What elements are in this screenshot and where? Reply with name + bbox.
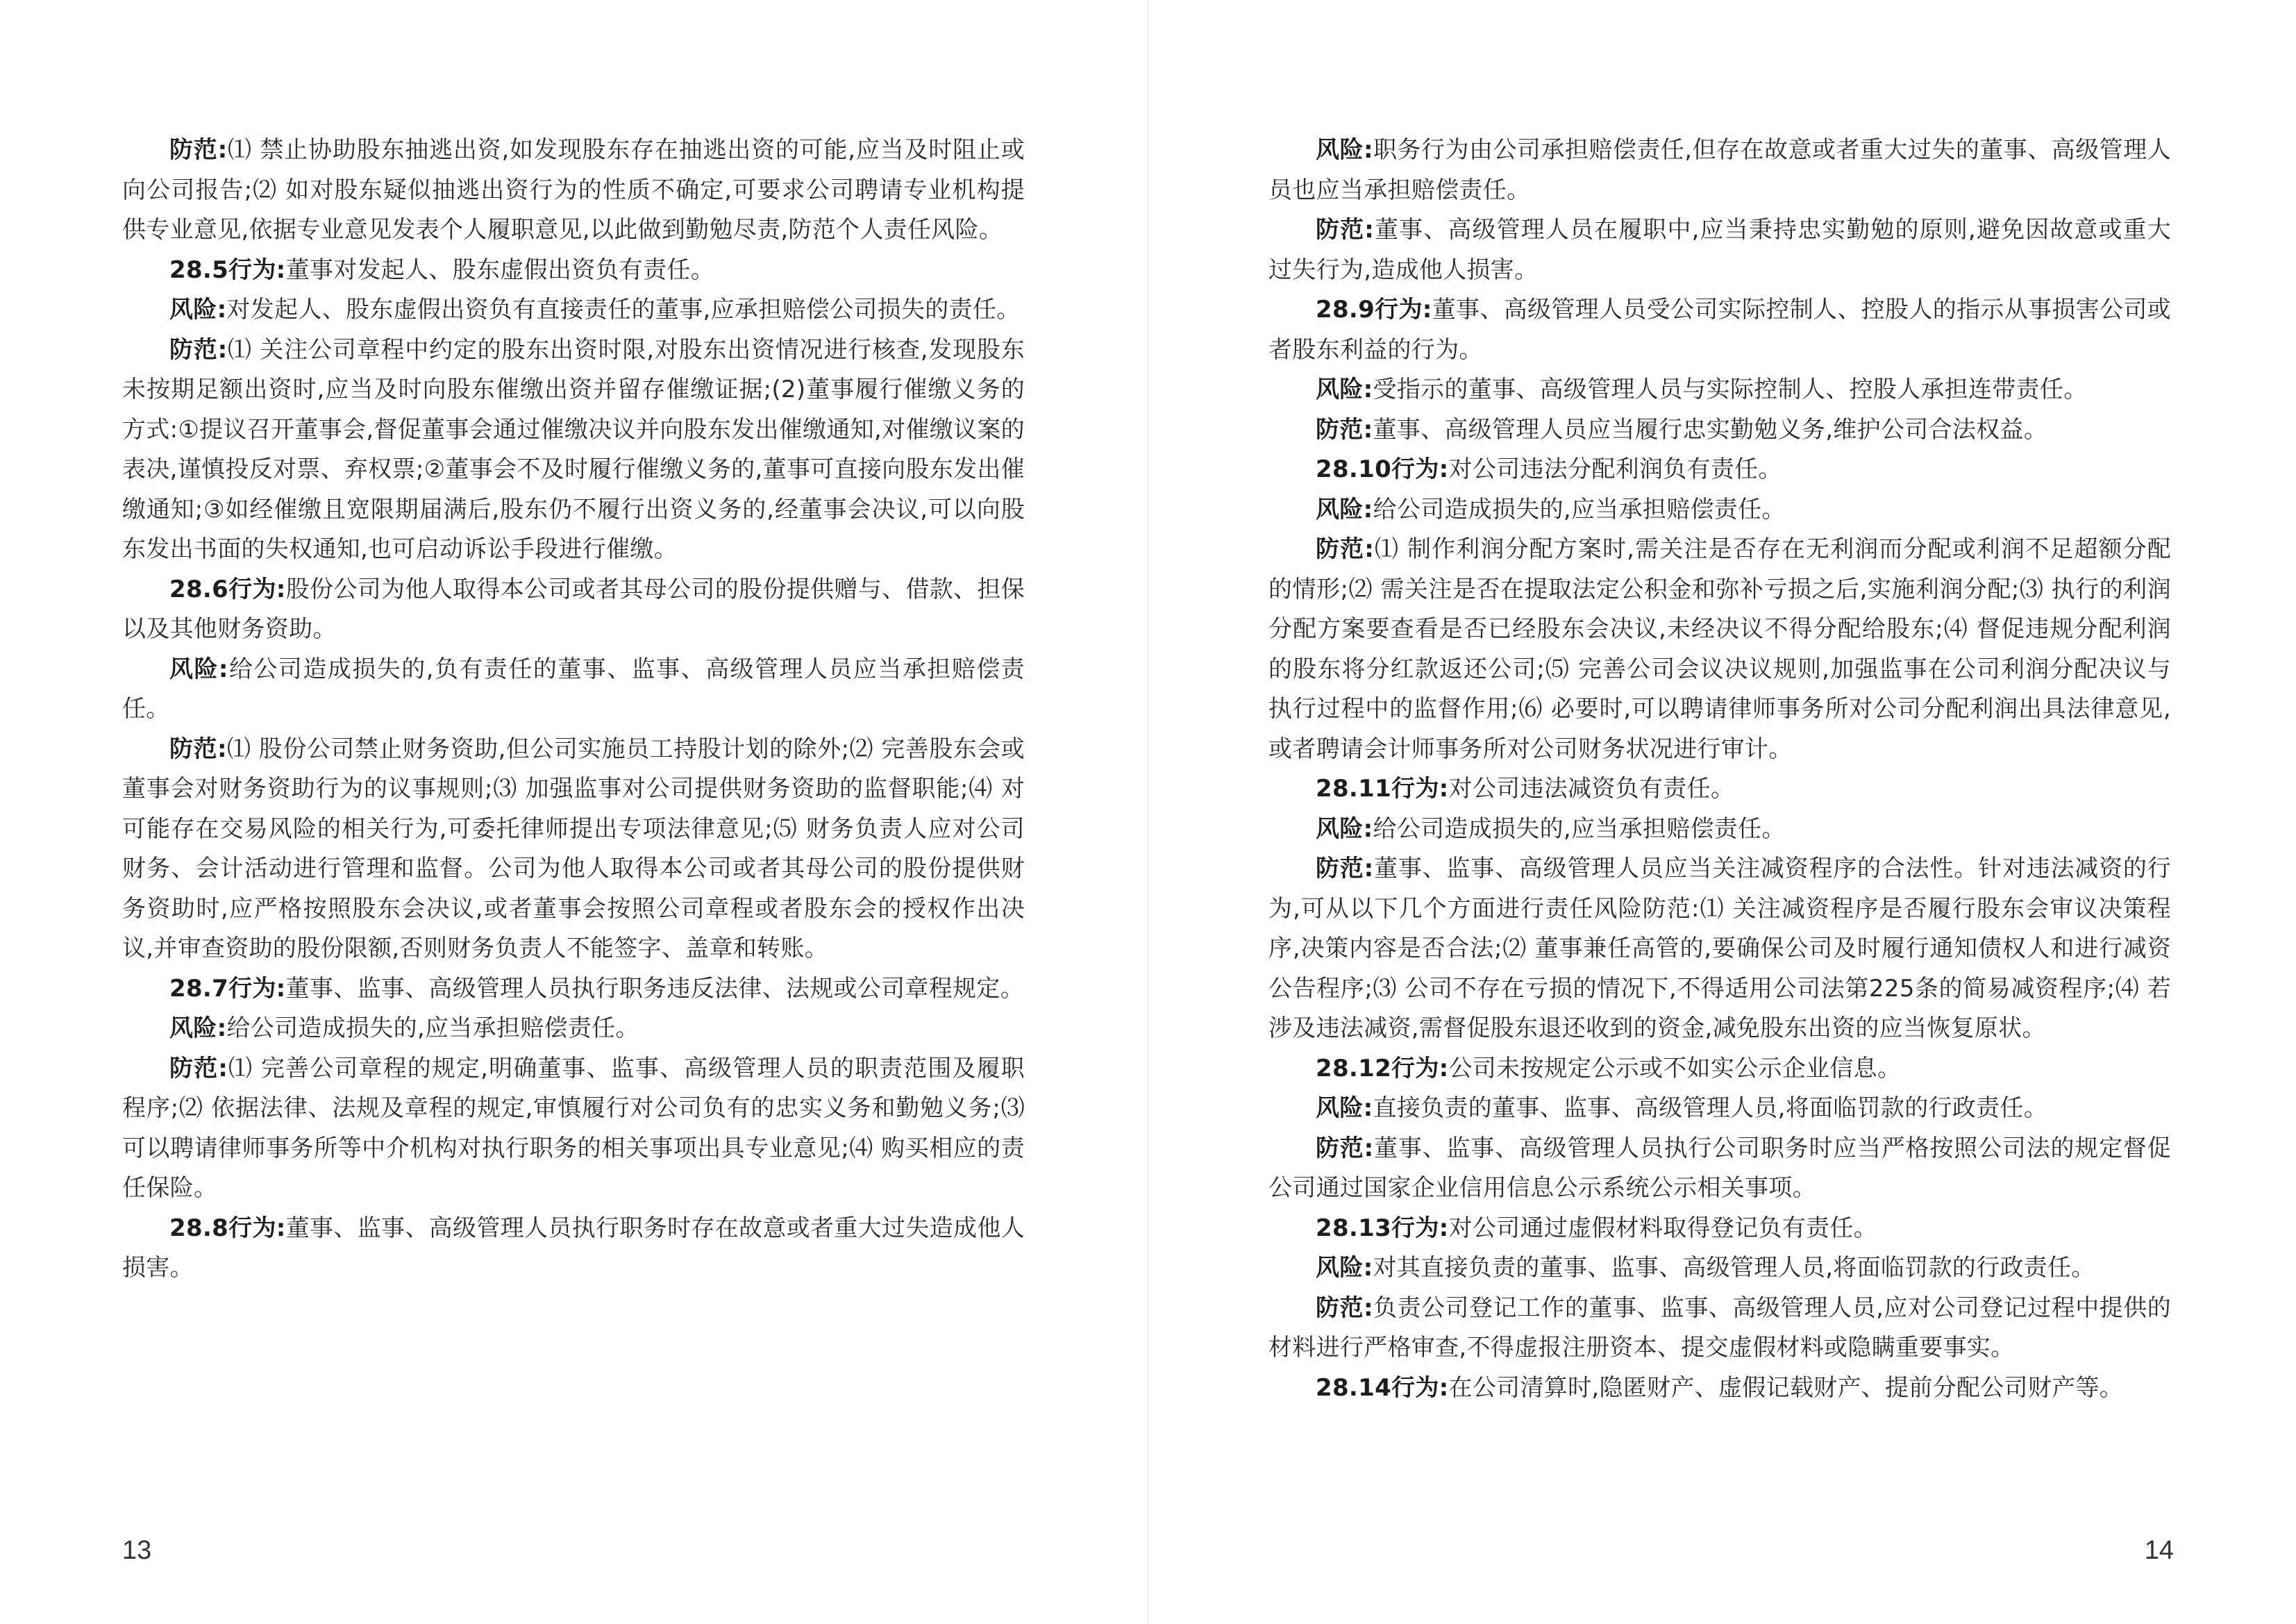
paragraph <box>1268 131 2171 210</box>
paragraph <box>1268 530 2171 769</box>
right-page <box>1148 0 2296 1624</box>
paragraph-label: 防范: <box>1316 1294 1373 1322</box>
paragraph-text: 职务行为由公司承担赔偿责任,但存在故意或者重大过失的董事、高级管理人员也应当承担赔偿责任。 <box>1268 136 2171 204</box>
paragraph <box>1268 410 2171 451</box>
paragraph <box>1268 1049 2171 1089</box>
paragraph <box>122 251 1025 291</box>
paragraph-label: 风险: <box>169 296 227 324</box>
paragraph-text: 直接负责的董事、监事、高级管理人员,将面临罚款的行政责任。 <box>1373 1094 2048 1122</box>
paragraph <box>122 650 1025 730</box>
paragraph-label: 28.10行为: <box>1316 455 1449 483</box>
paragraph-text: 对公司违法分配利润负有责任。 <box>1448 455 1782 483</box>
paragraph-label: 28.14行为: <box>1316 1373 1449 1402</box>
paragraph-label: 风险: <box>1316 1254 1373 1282</box>
paragraph-label: 风险: <box>1316 376 1373 403</box>
paragraph-label: 28.8行为: <box>169 1214 286 1242</box>
paragraph-text: 受指示的董事、高级管理人员与实际控制人、控股人承担连带责任。 <box>1373 376 2088 403</box>
page-number: 13 <box>122 1536 152 1565</box>
paragraph-label: 防范: <box>1316 1134 1374 1162</box>
paragraph-text: 给公司造成损失的,应当承担赔偿责任。 <box>1373 814 1786 843</box>
paragraph <box>1268 1289 2171 1368</box>
page-number: 14 <box>2144 1536 2174 1565</box>
paragraph-label: 风险: <box>1316 136 1373 164</box>
paragraph-label: 防范: <box>1316 415 1373 444</box>
paragraph <box>122 1049 1025 1209</box>
paragraph <box>122 1209 1025 1289</box>
paragraph-label: 风险: <box>169 655 228 683</box>
paragraph <box>122 131 1025 251</box>
paragraph-text: 在公司清算时,隐匿财产、虚假记载财产、提前分配公司财产等。 <box>1448 1373 2124 1402</box>
paragraph-text: 给公司造成损失的,负有责任的董事、监事、高级管理人员应当承担赔偿责任。 <box>122 655 1025 723</box>
paragraph-label: 28.6行为: <box>169 575 286 603</box>
paragraph-text: 董事、监事、高级管理人员应当关注减资程序的合法性。针对违法减资的行为,可从以下几个方面进行责任风险防范:⑴ 关注减资程序是否履行股东会审议决策程序,决策内容是否合法;⑵ 董事兼任高管的,要确保公司及时履行通知债权人和进行减资公告程序;⑶ 公司不存在亏损的情况下,不得适用公司法第225条的简易减资程序;⑷ 若涉及违法减资,需督促股东退还收到的资金,减免股东出资的应当恢复原状。 <box>1268 855 2172 1042</box>
paragraph-label: 风险: <box>169 1014 227 1042</box>
paragraph-label: 28.7行为: <box>169 974 286 1003</box>
paragraph-text: 对公司违法减资负有责任。 <box>1448 775 1735 803</box>
paragraph <box>122 1009 1025 1049</box>
paragraph-text: 董事、监事、高级管理人员执行职务时存在故意或者重大过失造成他人损害。 <box>122 1214 1025 1282</box>
paragraph <box>1268 1248 2171 1289</box>
right-page-body <box>1268 131 2171 1408</box>
paragraph-label: 防范: <box>169 335 228 364</box>
paragraph-text: ⑴ 关注公司章程中约定的股东出资时限,对股东出资情况进行核查,发现股东未按期足额出资时,应当及时向股东催缴出资并留存催缴证据;(2)董事履行催缴义务的方式:①提议召开董事会,督促董事会通过催缴决议并向股东发出催缴通知,对催缴议案的表决,谨慎投反对票、弃权票;②董事会不及时履行催缴义务的,董事可直接向股东发出催缴通知;③如经催缴且宽限期届满后,股东仍不履行出资义务的,经董事会决议,可以向股东发出书面的失权通知,也可启动诉讼手段进行催缴。 <box>122 335 1025 563</box>
paragraph <box>1268 1089 2171 1129</box>
paragraph <box>1268 1209 2171 1249</box>
paragraph <box>122 290 1025 330</box>
paragraph-text: 对发起人、股东虚假出资负有直接责任的董事,应承担赔偿公司损失的责任。 <box>226 296 1021 324</box>
paragraph-label: 风险: <box>1316 1094 1373 1122</box>
paragraph-label: 防范: <box>169 735 227 763</box>
paragraph-text: 负责公司登记工作的董事、监事、高级管理人员,应对公司登记过程中提供的材料进行严格审查,不得虚报注册资本、提交虚假材料或隐瞒重要事实。 <box>1268 1294 2171 1362</box>
paragraph-text: ⑴ 股份公司禁止财务资助,但公司实施员工持股计划的除外;⑵ 完善股东会或董事会对财务资助行为的议事规则;⑶ 加强监事对公司提供财务资助的监督职能;⑷ 对可能存在交易风险的相关行为,可委托律师提出专项法律意见;⑸ 财务负责人应对公司财务、会计活动进行管理和监督。公司为他人取得本公司或者其母公司的股份提供财务资助时,应严格按照股东会决议,或者董事会按照公司章程或者股东会的授权作出决议,并审查资助的股份限额,否则财务负责人不能签字、盖章和转账。 <box>122 735 1025 962</box>
paragraph-label: 28.13行为: <box>1316 1214 1449 1242</box>
paragraph-text: 董事、高级管理人员受公司实际控制人、控股人的指示从事损害公司或者股东利益的行为。 <box>1268 296 2171 364</box>
left-page-body <box>122 131 1025 1289</box>
paragraph-text: ⑴ 制作利润分配方案时,需关注是否存在无利润而分配或利润不足超额分配的情形;⑵ 需关注是否在提取法定公积金和弥补亏损之后,实施利润分配;⑶ 执行的利润分配方案要查看是否已经股东会决议,未经决议不得分配给股东;⑷ 督促违规分配利润的股东将分红款返还公司;⑸ 完善公司会议决议规则,加强监事在公司利润分配决议与执行过程中的监督作用;⑹ 必要时,可以聘请律师事务所对公司分配利润出具法律意见,或者聘请会计师事务所对公司财务状况进行审计。 <box>1268 535 2172 763</box>
paragraph-label: 28.12行为: <box>1316 1054 1449 1082</box>
paragraph <box>1268 849 2171 1049</box>
paragraph <box>122 730 1025 969</box>
paragraph-text: 董事、监事、高级管理人员执行公司职务时应当严格按照公司法的规定督促公司通过国家企业信用信息公示系统公示相关事项。 <box>1268 1134 2172 1202</box>
paragraph <box>122 969 1025 1010</box>
paragraph <box>122 330 1025 570</box>
paragraph-text: 董事、高级管理人员在履职中,应当秉持忠实勤勉的原则,避免因故意或重大过失行为,造成他人损害。 <box>1268 216 2172 284</box>
paragraph-label: 28.11行为: <box>1316 775 1449 803</box>
paragraph-label: 风险: <box>1316 495 1373 524</box>
paragraph-text: 董事、高级管理人员应当履行忠实勤勉义务,维护公司合法权益。 <box>1373 415 2048 444</box>
paragraph-text: 公司未按规定公示或不如实公示企业信息。 <box>1448 1054 1902 1082</box>
paragraph-text: 给公司造成损失的,应当承担赔偿责任。 <box>1373 495 1786 524</box>
paragraph-text: 董事、监事、高级管理人员执行职务违反法律、法规或公司章程规定。 <box>285 974 1024 1003</box>
paragraph-label: 防范: <box>169 136 228 164</box>
paragraph-label: 防范: <box>1316 855 1374 882</box>
paragraph-text: 对公司通过虚假材料取得登记负有责任。 <box>1448 1214 1877 1242</box>
paragraph-text: ⑴ 完善公司章程的规定,明确董事、监事、高级管理人员的职责范围及履职程序;⑵ 依据法律、法规及章程的规定,审慎履行对公司负有的忠实义务和勤勉义务;⑶ 可以聘请律师事务所等中介机构对执行职务的相关事项出具专业意见;⑷ 购买相应的责任保险。 <box>122 1054 1025 1202</box>
paragraph <box>1268 370 2171 410</box>
paragraph-label: 防范: <box>1316 535 1375 563</box>
paragraph <box>1268 1368 2171 1409</box>
paragraph-text: 董事对发起人、股东虚假出资负有责任。 <box>285 256 714 284</box>
paragraph-text: 给公司造成损失的,应当承担赔偿责任。 <box>226 1014 639 1042</box>
paragraph <box>1268 1129 2171 1209</box>
paragraph <box>1268 210 2171 290</box>
paragraph-text: ⑴ 禁止协助股东抽逃出资,如发现股东存在抽逃出资的可能,应当及时阻止或向公司报告;⑵ 如对股东疑似抽逃出资行为的性质不确定,可要求公司聘请专业机构提供专业意见,依据专业意见发表个人履职意见,以此做到勤勉尽责,防范个人责任风险。 <box>122 136 1025 244</box>
paragraph-label: 风险: <box>1316 814 1373 843</box>
paragraph-label: 28.5行为: <box>169 256 286 284</box>
paragraph <box>122 570 1025 650</box>
paragraph-text: 对其直接负责的董事、监事、高级管理人员,将面临罚款的行政责任。 <box>1373 1254 2095 1282</box>
paragraph-label: 防范: <box>1316 216 1375 244</box>
paragraph <box>1268 290 2171 370</box>
paragraph <box>1268 490 2171 530</box>
paragraph <box>1268 769 2171 810</box>
paragraph <box>1268 450 2171 490</box>
paragraph <box>1268 810 2171 850</box>
paragraph-label: 防范: <box>169 1054 228 1082</box>
paragraph-text: 股份公司为他人取得本公司或者其母公司的股份提供赠与、借款、担保以及其他财务资助。 <box>122 575 1025 643</box>
paragraph-label: 28.9行为: <box>1316 296 1432 324</box>
